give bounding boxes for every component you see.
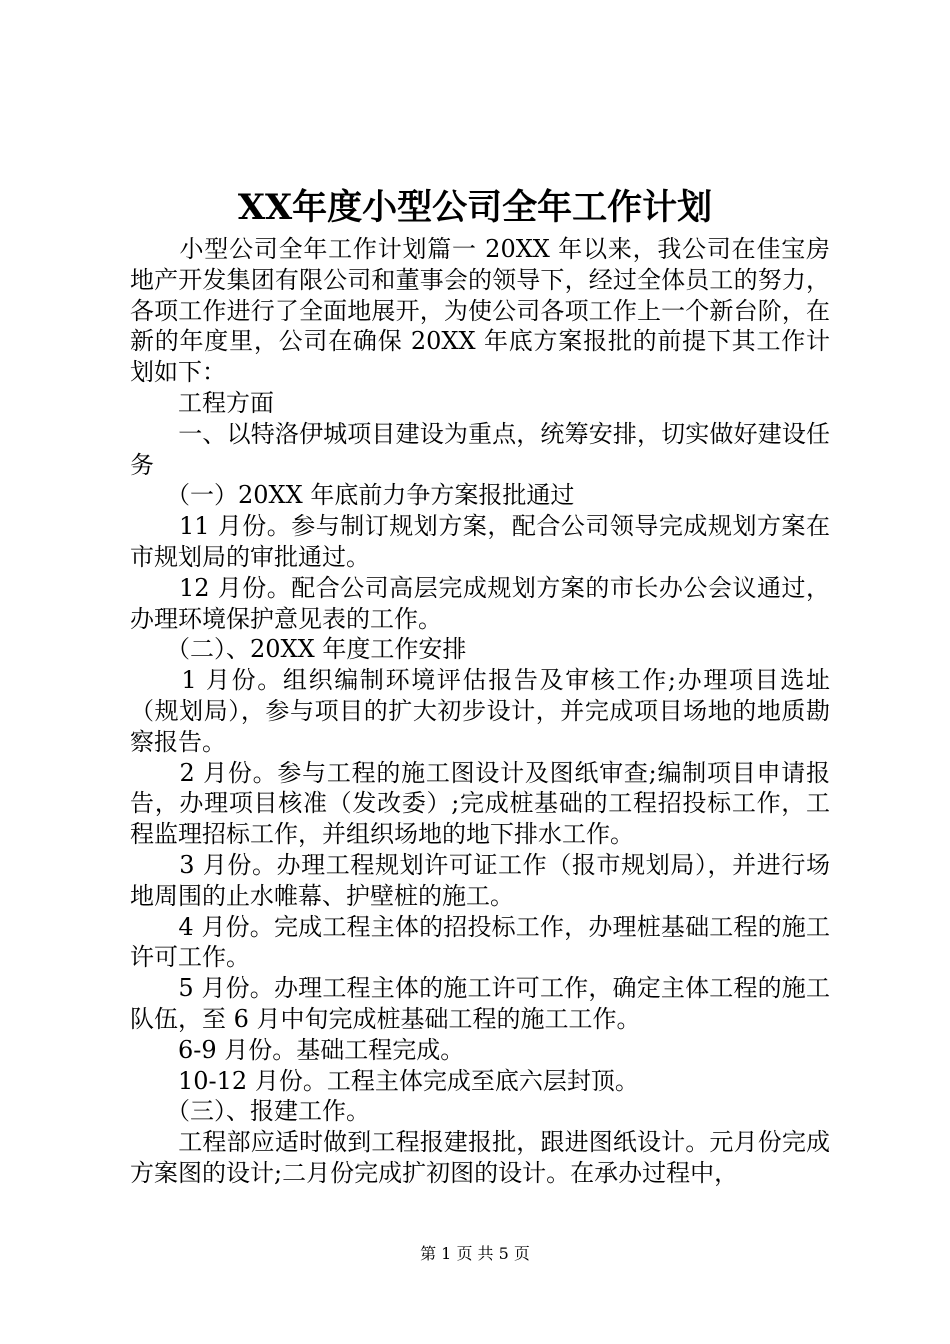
paragraph-april: 4 月份。完成工程主体的招投标工作，办理桩基础工程的施工许可工作。 [130, 912, 830, 972]
paragraph-november: 11 月份。参与制订规划方案，配合公司领导完成规划方案在市规划局的审批通过。 [130, 512, 830, 571]
paragraph-reporting: 工程部应适时做到工程报建报批，跟进图纸设计。元月份完成方案图的设计;二月份完成扩初图的设计。在承办过程中， [130, 1128, 830, 1187]
paragraph-section-one: 一、以特洛伊城项目建设为重点，统筹安排，切实做好建设任务 [130, 419, 830, 479]
paragraph-subsection-two: （二）、20XX 年度工作安排 [130, 635, 467, 664]
paragraph-engineering-heading: 工程方面 [130, 388, 274, 417]
paragraph-october-december: 10-12 月份。工程主体完成至底六层封顶。 [130, 1066, 639, 1095]
paragraph-february: 2 月份。参与工程的施工图设计及图纸审查;编制项目申请报告，办理项目核准（发改委）;完成桩基础的工程招投标工作，工程监理招标工作，并组织场地的地下排水工作。 [130, 758, 830, 849]
paragraph-may: 5 月份。办理工程主体的施工许可工作，确定主体工程的施工队伍，至 6 月中旬完成桩基础工程的施工工作。 [130, 974, 830, 1033]
paragraph-december: 12 月份。配合公司高层完成规划方案的市长办公会议通过，办理环境保护意见表的工作。 [130, 573, 830, 633]
document-body [130, 234, 830, 1189]
paragraph-june-september: 6-9 月份。基础工程完成。 [130, 1035, 465, 1064]
paragraph-subsection-three: （三）、报建工作。 [130, 1097, 370, 1126]
paragraph-march: 3 月份。办理工程规划许可证工作（报市规划局），并进行场地周围的止水帷幕、护壁桩的施工。 [130, 850, 830, 910]
document-title: XX年度小型公司全年工作计划 [237, 187, 713, 228]
paragraph-january: 1 月份。组织编制环境评估报告及审核工作;办理项目选址（规划局），参与项目的扩大初步设计，并完成项目场地的地质勘察报告。 [130, 666, 830, 756]
paragraph-subsection-one: （一）20XX 年底前力争方案报批通过 [130, 481, 575, 510]
page-footer: 第 1 页 共 5 页 [420, 1244, 530, 1263]
paragraph-intro: 小型公司全年工作计划篇一 20XX 年以来，我公司在佳宝房地产开发集团有限公司和董事会的领导下，经过全体员工的努力，各项工作进行了全面地展开，为使公司各项工作上一个新台阶，在新的年度里，公司在确保 20XX 年底方案报批的前提下其工作计划如下： [130, 235, 830, 387]
